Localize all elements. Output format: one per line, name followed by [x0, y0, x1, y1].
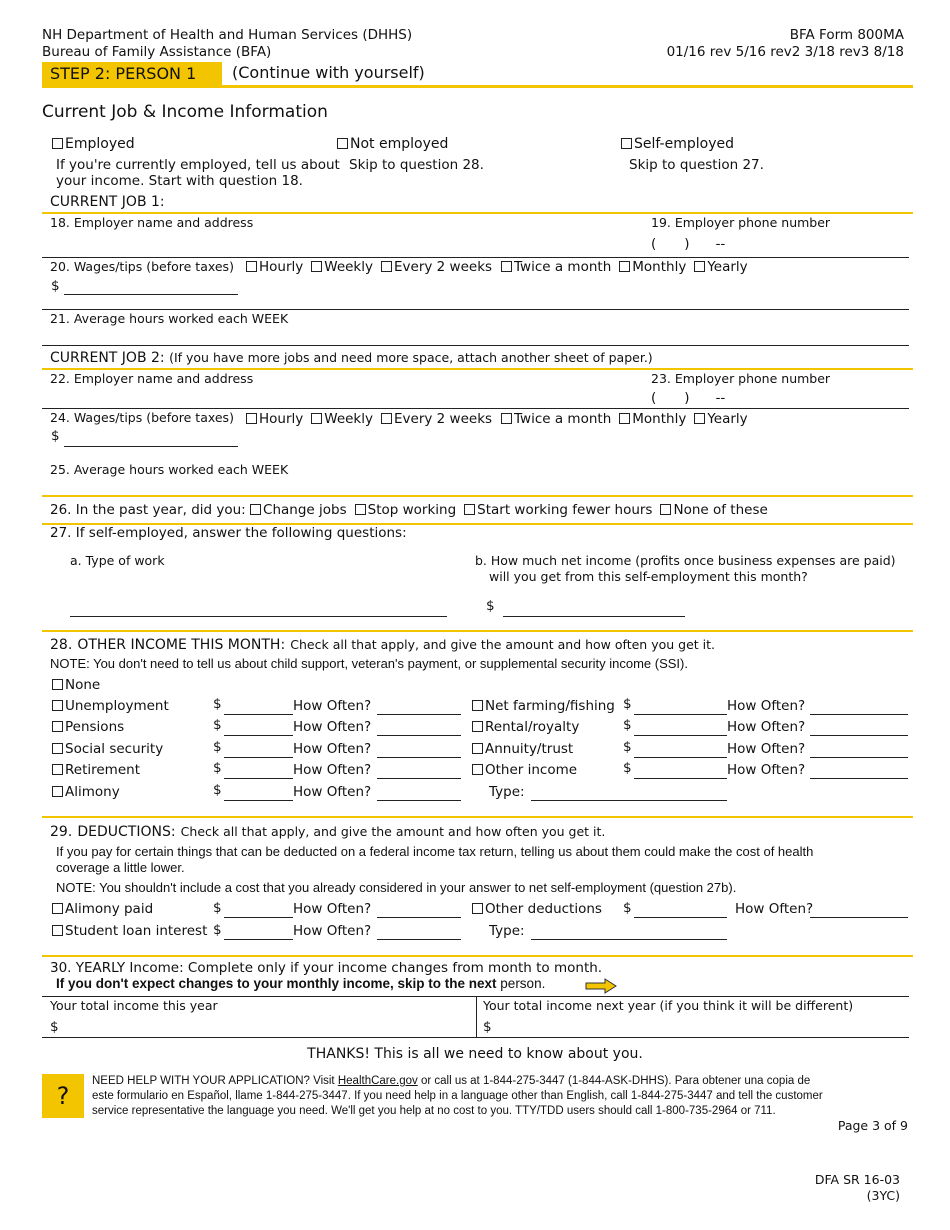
q24-opt-every2weeks[interactable]: Every 2 weeks: [381, 411, 492, 427]
q29-other-frequency[interactable]: [810, 917, 908, 918]
arrow-right-icon: [585, 978, 617, 994]
q20-opt-weekly[interactable]: Weekly: [311, 259, 373, 275]
q28-left-option[interactable]: Alimony: [52, 784, 120, 800]
q30-this-year-label: Your total income this year: [50, 998, 218, 1013]
header-divider: [42, 85, 913, 88]
q28-right-frequency[interactable]: [810, 757, 908, 758]
q28-left-dollar: $: [213, 760, 222, 776]
q20-opt-hourly[interactable]: Hourly: [246, 259, 303, 275]
q27b-field[interactable]: [503, 616, 685, 617]
q28-left-how-often: How Often?: [293, 784, 372, 800]
q18-label: 18. Employer name and address: [50, 215, 254, 230]
job1-row-line-1: [42, 257, 909, 258]
q24-opt-monthly[interactable]: Monthly: [619, 411, 686, 427]
employed-option[interactable]: [52, 136, 135, 152]
q28-left-how-often: How Often?: [293, 741, 372, 757]
q30-skip-note: If you don't expect changes to your monthly income, skip to the next person.: [56, 976, 546, 991]
employed-label: Employed: [65, 136, 135, 152]
help-line-2: este formulario en Español, llame 1-844-275-3447. If you need help in a language other than English, call 1-844-275-3447 and tell the customer: [92, 1090, 823, 1102]
q27b-label-2: will you get from this self-employment this month?: [489, 569, 808, 584]
not-employed-option[interactable]: [337, 136, 448, 152]
q29-row2-frequency[interactable]: [377, 939, 461, 940]
not-employed-label: Not employed: [350, 136, 449, 152]
q28-none-option[interactable]: None: [52, 677, 100, 693]
q23-label: 23. Employer phone number: [651, 371, 831, 386]
job1-divider: [42, 212, 913, 214]
q23-phone-field[interactable]: ( ) --: [651, 390, 726, 406]
q28-left-amount[interactable]: [224, 735, 293, 736]
q27a-label: a. Type of work: [70, 553, 165, 568]
q24-opt-yearly[interactable]: Yearly: [694, 411, 747, 427]
q29-type-label: Type:: [489, 923, 525, 939]
q29-row1-frequency[interactable]: [377, 917, 461, 918]
q20-frequency-options: [246, 259, 748, 275]
job2-divider: [42, 368, 913, 370]
job1-row-line-3: [42, 345, 909, 346]
q26-divider: [42, 495, 913, 497]
q29-heading: 29. DEDUCTIONS: Check all that apply, and give the amount and how often you get it.: [50, 824, 606, 840]
job1-row-line-2: [42, 309, 909, 310]
q28-left-amount[interactable]: [224, 800, 293, 801]
q28-left-amount[interactable]: [224, 714, 293, 715]
q28-right-option[interactable]: Other income: [472, 762, 577, 778]
q28-left-option[interactable]: Social security: [52, 741, 163, 757]
q22-label: 22. Employer name and address: [50, 371, 254, 386]
q20-opt-yearly[interactable]: Yearly: [694, 259, 747, 275]
job2-note: (If you have more jobs and need more space, attach another sheet of paper.): [169, 350, 653, 365]
q28-right-option[interactable]: Net farming/fishing: [472, 698, 615, 714]
q26-opt-stop-working[interactable]: Stop working: [355, 502, 457, 518]
q30-next-year-label: Your total income next year (if you think it will be different): [483, 998, 854, 1013]
q27-label: 27. If self-employed, answer the following questions:: [50, 525, 407, 541]
q20-amount-field[interactable]: [64, 294, 238, 295]
q28-right-amount[interactable]: [634, 778, 727, 779]
not-employed-checkbox[interactable]: [337, 138, 348, 149]
help-question-icon: ?: [42, 1074, 84, 1118]
q28-left-option[interactable]: Retirement: [52, 762, 140, 778]
q28-type-field[interactable]: [531, 800, 727, 801]
q28-right-dollar: $: [623, 696, 632, 712]
step-label: STEP 2: PERSON 1: [42, 62, 222, 86]
q28-left-frequency[interactable]: [377, 800, 461, 801]
healthcare-gov-link[interactable]: HealthCare.gov: [337, 1075, 418, 1087]
q30-next-year-dollar[interactable]: $: [483, 1019, 492, 1035]
self-employed-help: Skip to question 27.: [629, 157, 764, 173]
q28-right-dollar: $: [623, 760, 632, 776]
q27b-dollar: $: [486, 598, 495, 614]
q28-right-how-often: How Often?: [727, 698, 806, 714]
q28-type-label: Type:: [489, 784, 525, 800]
help-line-3: service representative the language you need. We'll get you help at no cost to you. TTY/TDD users should call 1-800-735-2964 or 711.: [92, 1105, 776, 1117]
q30-label: 30. YEARLY Income: Complete only if your income changes from month to month.: [50, 960, 603, 976]
q29-help-1: If you pay for certain things that can be deducted on a federal income tax return, telling us about them could make the cost of health: [56, 844, 814, 859]
q29-row2-dollar: $: [213, 922, 222, 938]
employed-checkbox[interactable]: [52, 138, 63, 149]
q29-other-dollar: $: [623, 900, 632, 916]
job2-title: CURRENT JOB 2: (If you have more jobs and need more space, attach another sheet of paper.): [50, 350, 653, 366]
not-employed-help: Skip to question 28.: [349, 157, 484, 173]
q20-dollar: $: [51, 278, 60, 294]
q28-left-option[interactable]: Unemployment: [52, 698, 169, 714]
q28-left-dollar: $: [213, 782, 222, 798]
q24-label: 24. Wages/tips (before taxes): [50, 410, 234, 425]
q28-left-frequency[interactable]: [377, 735, 461, 736]
q20-opt-monthly[interactable]: Monthly: [619, 259, 686, 275]
q28-divider: [42, 630, 913, 632]
q28-left-dollar: $: [213, 739, 222, 755]
q29-row2-how-often: How Often?: [293, 923, 372, 939]
step-note: (Continue with yourself): [232, 63, 425, 82]
job2-row-line-1: [42, 408, 909, 409]
employed-help-2: your income. Start with question 18.: [56, 173, 303, 189]
q28-left-dollar: $: [213, 717, 222, 733]
q28-right-frequency[interactable]: [810, 714, 908, 715]
q29-other-amount[interactable]: [634, 917, 727, 918]
q28-left-how-often: How Often?: [293, 698, 372, 714]
q28-note: NOTE: You don't need to tell us about child support, veteran's payment, or supplemental security income (SSI).: [50, 656, 688, 671]
q19-phone-field[interactable]: ( ) --: [651, 236, 726, 252]
footer-code: DFA SR 16-03: [814, 1172, 900, 1187]
q28-left-how-often: How Often?: [293, 719, 372, 735]
q28-right-option[interactable]: Annuity/trust: [472, 741, 573, 757]
q30-divider: [42, 955, 913, 957]
q28-right-amount[interactable]: [634, 714, 727, 715]
q28-left-option[interactable]: Pensions: [52, 719, 124, 735]
q28-right-how-often: How Often?: [727, 762, 806, 778]
q24-amount-field[interactable]: [64, 446, 238, 447]
q28-right-option[interactable]: Rental/royalty: [472, 719, 579, 735]
q28-left-amount[interactable]: [224, 757, 293, 758]
q29-other-deductions-option[interactable]: Other deductions: [472, 901, 602, 917]
q26-opt-change-jobs[interactable]: Change jobs: [250, 502, 347, 518]
q27b-label-1: b. How much net income (profits once business expenses are paid): [475, 553, 896, 568]
q20-label: 20. Wages/tips (before taxes): [50, 259, 234, 274]
q24-opt-twice-month[interactable]: Twice a month: [501, 411, 611, 427]
q28-right-frequency[interactable]: [810, 778, 908, 779]
q24-opt-weekly[interactable]: Weekly: [311, 411, 373, 427]
q20-opt-twice-month[interactable]: Twice a month: [501, 259, 611, 275]
q29-row2-amount[interactable]: [224, 939, 293, 940]
q28-right-how-often: How Often?: [727, 741, 806, 757]
q30-this-year-dollar[interactable]: $: [50, 1019, 59, 1035]
q28-right-amount[interactable]: [634, 735, 727, 736]
agency-name: NH Department of Health and Human Services (DHHS): [42, 27, 413, 43]
q29-row1-amount[interactable]: [224, 917, 293, 918]
q28-left-dollar: $: [213, 696, 222, 712]
q20-opt-every2weeks[interactable]: Every 2 weeks: [381, 259, 492, 275]
q28-left-how-often: How Often?: [293, 762, 372, 778]
q28-right-dollar: $: [623, 739, 632, 755]
help-line-1: NEED HELP WITH YOUR APPLICATION? Visit HealthCare.gov or call us at 1-844-275-3447 (1-844-ASK-DHHS). Para obtener una copia de: [92, 1075, 811, 1087]
form-id: BFA Form 800MA: [789, 27, 904, 43]
q28-right-how-often: How Often?: [727, 719, 806, 735]
q25-label: 25. Average hours worked each WEEK: [50, 462, 289, 477]
self-employed-label: Self-employed: [634, 136, 734, 152]
q26-row: [50, 502, 768, 518]
q28-left-amount[interactable]: [224, 778, 293, 779]
q29-divider: [42, 816, 913, 818]
form-revision: 01/16 rev 5/16 rev2 3/18 rev3 8/18: [666, 44, 904, 60]
q26-opt-none[interactable]: None of these: [660, 502, 767, 518]
q27a-field[interactable]: [70, 616, 447, 617]
q21-label: 21. Average hours worked each WEEK: [50, 311, 289, 326]
q24-frequency-options: [246, 411, 748, 427]
self-employed-option[interactable]: [621, 136, 734, 152]
q28-right-amount[interactable]: [634, 757, 727, 758]
q30-bottom-line: [42, 1037, 909, 1038]
q19-label: 19. Employer phone number: [651, 215, 831, 230]
self-employed-checkbox[interactable]: [621, 138, 632, 149]
page-number: Page 3 of 9: [837, 1118, 908, 1133]
bureau-name: Bureau of Family Assistance (BFA): [42, 44, 272, 60]
job1-title: CURRENT JOB 1:: [50, 194, 165, 210]
q30-column-divider: [476, 997, 477, 1037]
q28-right-frequency[interactable]: [810, 735, 908, 736]
footer-sub: (3YC): [866, 1188, 900, 1203]
q29-help-2: coverage a little lower.: [56, 860, 185, 875]
thanks-message: THANKS! This is all we need to know about you.: [307, 1046, 643, 1062]
q29-alimony-paid-option[interactable]: Alimony paid: [52, 901, 153, 917]
q28-heading: 28. OTHER INCOME THIS MONTH: Check all that apply, and give the amount and how often you get it.: [50, 637, 715, 653]
q29-row1-how-often: How Often?: [293, 901, 372, 917]
q26-label: 26. In the past year, did you:: [50, 502, 246, 518]
q29-type-field[interactable]: [531, 939, 727, 940]
q28-left-frequency[interactable]: [377, 778, 461, 779]
employed-help-1: If you're currently employed, tell us about: [56, 157, 340, 173]
q29-student-loan-option[interactable]: Student loan interest: [52, 923, 207, 939]
q24-opt-hourly[interactable]: Hourly: [246, 411, 303, 427]
q24-dollar: $: [51, 428, 60, 444]
q26-opt-fewer-hours[interactable]: Start working fewer hours: [464, 502, 652, 518]
q29-note: NOTE: You shouldn't include a cost that you already considered in your answer to net self-employment (question 27b).: [56, 880, 737, 895]
q28-left-frequency[interactable]: [377, 714, 461, 715]
q28-left-frequency[interactable]: [377, 757, 461, 758]
section-title: Current Job & Income Information: [42, 102, 328, 122]
q29-other-how-often: How Often?: [735, 901, 814, 917]
q28-right-dollar: $: [623, 717, 632, 733]
q29-row1-dollar: $: [213, 900, 222, 916]
